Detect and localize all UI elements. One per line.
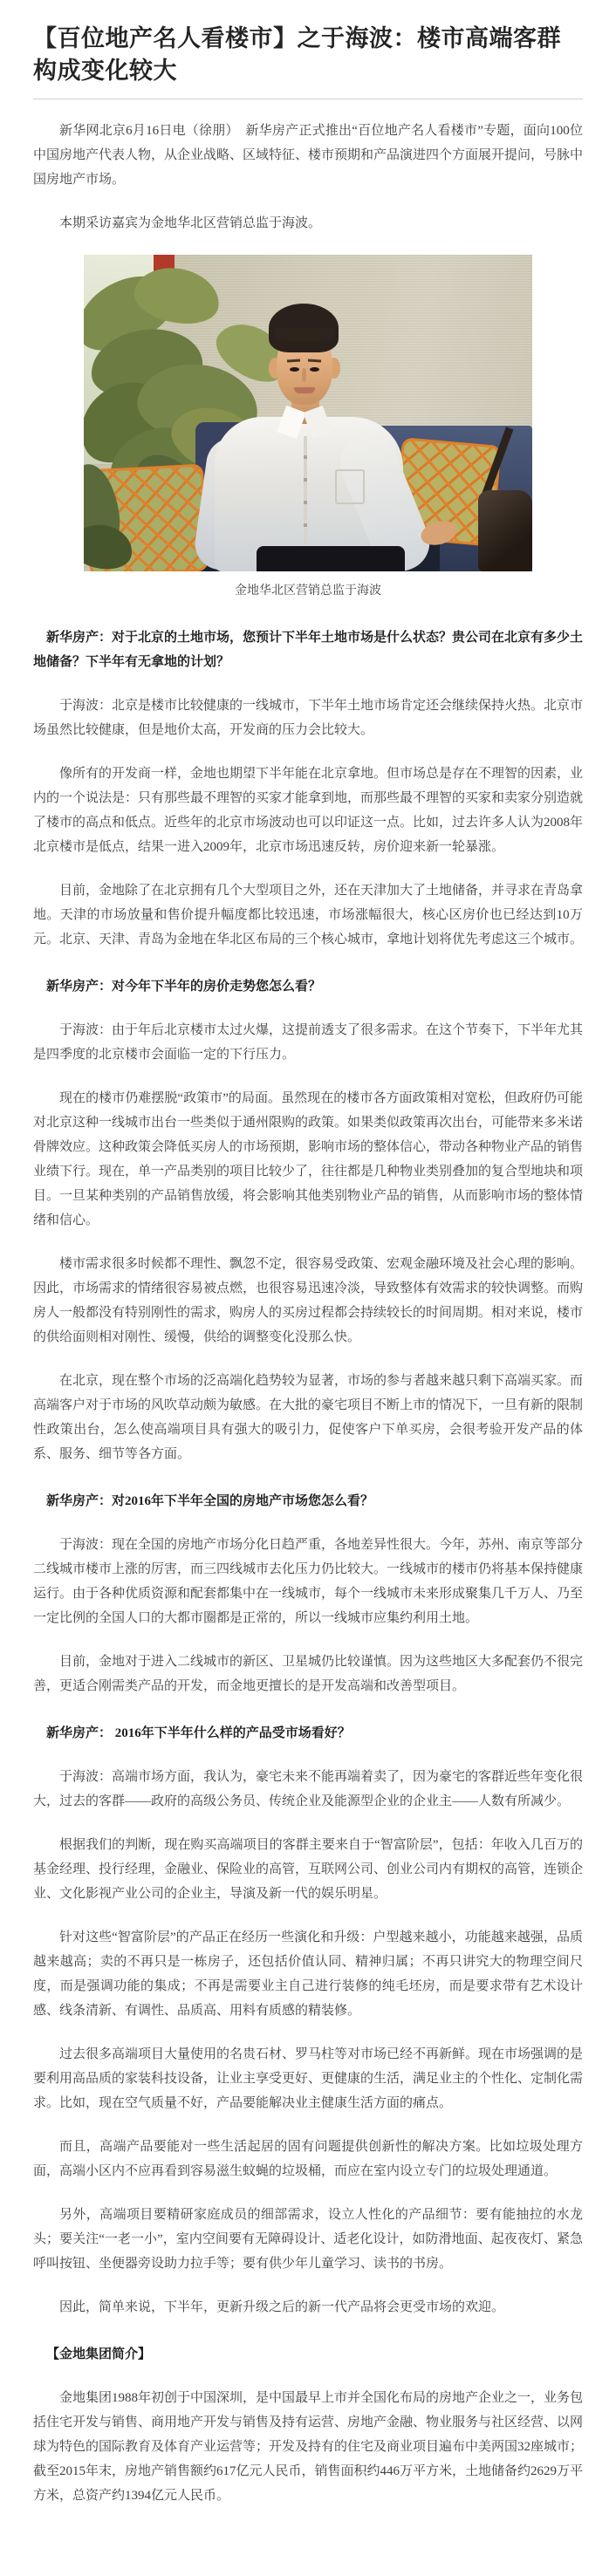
answer-paragraph: 因此，简单来说，下半年，更新升级之后的新一代产品将会更受市场的欢迎。 (59, 2300, 505, 2314)
intro-paragraph: 新华网北京6月16日电（徐朋） 新华房产正式推出“百位地产名人看楼市”专题，面向100位中国房地产代表人物，从企业战略、区域特征、楼市预期和产品演进四个方面展开提问，号脉中国房地产市场。 (33, 124, 584, 187)
man-nose (302, 368, 306, 382)
question-heading: 新华房产：对今年下半年的房价走势您怎么看？ (46, 980, 322, 994)
question-heading: 新华房产：对2016年下半年全国的房地产市场您怎么看？ (46, 1494, 374, 1508)
answer-paragraph: 楼市需求很多时候都不理性、飘忽不定，很容易受政策、宏观金融环境及社会心理的影响。因此，市场需求的情绪很容易被点燃，也很容易迅速冷淡，导致整体有效需求的较快调整。而购房人一般都没有特别刚性的需求，购房人的买房过程都会持续较长的时间周期。相对来说，楼市的供给面则相对刚性、缓慢，供给的调整变化没那么快。 (33, 1257, 584, 1344)
answer-paragraph: 目前，金地除了在北京拥有几个大型项目之外，还在天津加大了土地储备，并寻求在青岛拿地。天津的市场放量和售价提升幅度都比较迅速，市场涨幅很大，核心区房价也已经达到10万元。北京、天津、青岛为金地在华北区布局的三个核心城市，拿地计划将优先考虑这三个城市。 (33, 884, 584, 946)
question-heading: 新华房产： 2016年下半年什么样的产品受市场看好？ (46, 1726, 351, 1740)
answer-paragraph: 在北京，现在整个市场的泛高端化趋势较为显著，市场的参与者越来越只剩下高端买家。而高端客户对于市场的风吹草动颇为敏感。在大批的豪宅项目不断上市的情况下，一旦有新的限制性政策出台，怎么使高端项目具有强大的吸引力，促使客户下单买房，会很考验开发产品的体系、服务、细节等各方面。 (33, 1374, 584, 1461)
answer-paragraph: 针对这些“智富阶层”的产品正在经历一些演化和升级：户型越来越小，功能越来越强，品质越来越高；卖的不再只是一栋房子，还包括价值认同、精神归属；不再只讲究大的物理空间尺度，而是强调功能的集成；不再是需要业主自己进行装修的纯毛坯房，而是要求带有艺术设计感、线条清新、有调性、品质高、用料有质感的精装修。 (33, 1930, 583, 2018)
man-pants (257, 546, 405, 571)
photo-caption: 金地华北区营销总监于海波 (235, 584, 381, 598)
man-mouth (294, 387, 315, 393)
bag (478, 490, 532, 571)
interview-photo (84, 255, 532, 571)
answer-paragraph: 而且，高端产品要能对一些生活起居的固有问题提供创新性的解决方案。比如垃圾处理方面，高端小区内不应再看到容易滋生蚊蝇的垃圾桶，而应在室内设立专门的垃圾处理通道。 (33, 2140, 583, 2178)
answer-paragraph: 于海波：北京是楼市比较健康的一线城市，下半年土地市场肯定还会继续保持火热。北京市场虽然比较健康，但是地价太高，开发商的压力会比较大。 (33, 699, 584, 737)
man-eye (290, 367, 299, 372)
answer-paragraph: 过去很多高端项目大量使用的名贵石材、罗马柱等对市场已经不再新鲜。现在市场强调的是要利用高品质的家装科技设备，让业主享受更好、更健康的生活，满足业主的个性化、定制化需求。比如，现在空气质量不好，产品要能解决业主健康生活方面的痛点。 (33, 2047, 584, 2110)
shirt-pocket (335, 469, 365, 504)
answer-paragraph: 于海波：高端市场方面，我认为，豪宅未来不能再端着卖了，因为豪宅的客群近些年变化很大，过去的客群——政府的高级公务员、传统企业及能源型企业的企业主——人数有所减少。 (33, 1770, 584, 1808)
company-section-heading: 【金地集团简介】 (46, 2347, 152, 2361)
answer-paragraph: 另外，高端项目要精研家庭成员的细部需求，设立人性化的产品细节：要有能抽拉的水龙头；要关注“一老一小”，室内空间要有无障碍设计、适老化设计，如防滑地面、起夜夜灯、紧急呼叫按钮、坐便器旁设助力拉手等；要有供少年儿童学习、读书的书房。 (33, 2208, 583, 2271)
intro-paragraph: 本期采访嘉宾为金地华北区营销总监于海波。 (59, 216, 322, 230)
answer-paragraph: 像所有的开发商一样，金地也期望下半年能在北京拿地。但市场总是存在不理智的因素，业内的一个说法是：只有那些最不理智的买家才能拿到地，而那些最不理智的买家和卖家分别造就了楼市的高点和低点。近些年的北京市场波动也可以印证这一点。比如，过去许多人认为2008年北京楼市是低点，结果一进入2009年，北京市场迅速反转，房价迎来新一轮暴涨。 (33, 767, 584, 854)
man-hair-fringe (275, 328, 334, 342)
question-heading: 新华房产：对于北京的土地市场，您预计下半年土地市场是什么状态？贵公司在北京有多少土地储备？下半年有无拿地的计划？ (33, 631, 584, 669)
answer-paragraph: 现在的楼市仍难摆脱“政策市”的局面。虽然现在的楼市各方面政策相对宽松，但政府仍可能对北京这种一线城市出台一些类似于通州限购的政策。如果类似政策再次出台，可能带来多米诺骨牌效应。这种政策会降低买房人的市场预期，影响市场的整体信心，带动各种物业产品的销售业绩下行。现在，单一产品类别的项目比较少了，往往都是几种物业类别叠加的复合型地块和项目。一旦某种类别的产品销售放缓，将会影响其他类别物业产品的销售，从而影响市场的整体情绪和信心。 (33, 1091, 584, 1227)
answer-paragraph: 于海波：由于年后北京楼市太过火爆，这提前透支了很多需求。在这个节奏下，下半年尤其是四季度的北京楼市会面临一定的下行压力。 (33, 1023, 584, 1062)
answer-paragraph: 于海波：现在全国的房地产市场分化日趋严重，各地差异性很大。今年，苏州、南京等部分二线城市楼市上涨的厉害，而三四线城市去化压力仍比较大。一线城市的楼市仍将基本保持健康运行。由于各种优质资源和配套都集中在一线城市，每个一线城市未来形成聚集几千万人、乃至一定比例的全国人口的大都市圈都是正常的，所以一线城市应集约利用土地。 (33, 1538, 584, 1625)
company-intro-paragraph: 金地集团1988年初创于中国深圳，是中国最早上市并全国化布局的房地产企业之一，业务包括住宅开发与销售、商用地产开发与销售及持有运营、房地产金融、物业服务与社区经营、以网球为特色的国际教育及体育产业运营等；开发及持有的住宅及商业项目遍布中美两国32座城市；截至2015年末，房地产销售额约617亿元人民币，销售面积约446万平方米，土地储备约2629万平方米，总资产约1394亿元人民币。 (33, 2391, 584, 2503)
answer-paragraph: 目前，金地对于进入二线城市的新区、卫星城仍比较谨慎。因为这些地区大多配套仍不很完善，更适合刚需类产品的开发，而金地更擅长的是开发高端和改善型项目。 (33, 1655, 584, 1693)
man-eye (310, 367, 319, 372)
page-title: 【百位地产名人看楼市】之于海波：楼市高端客群构成变化较大 (33, 25, 561, 84)
answer-paragraph: 根据我们的判断，现在购买高端项目的客群主要来自于“智富阶层”，包括：年收入几百万的基金经理、投行经理，金融业、保险业的高管，互联网公司、创业公司内有期权的高管，连锁企业、文化影视产业公司的企业主，导演及新一代的娱乐明星。 (33, 1838, 584, 1901)
